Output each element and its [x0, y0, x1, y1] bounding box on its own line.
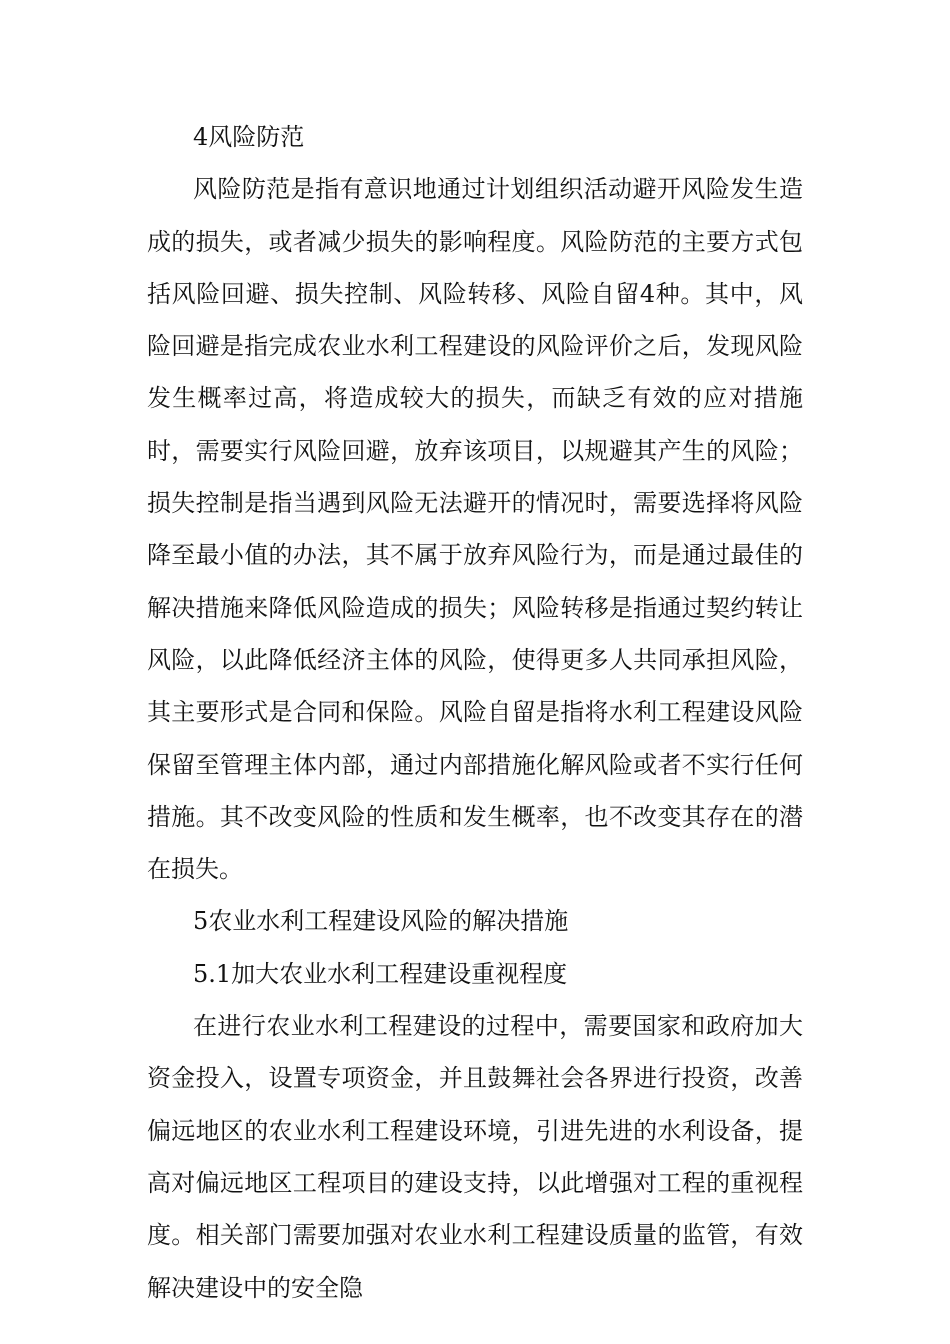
section-4-heading: 4风险防范 [193, 123, 305, 151]
document-body [147, 111, 803, 1314]
section-4-paragraph: 风险防范是指有意识地通过计划组织活动避开风险发生造成的损失，或者减少损失的影响程度。风险防范的主要方式包括风险回避、损失控制、风险转移、风险自留4种。其中，风险回避是指完成农业水利工程建设的风险评价之后，发现风险发生概率过高，将造成较大的损失，而缺乏有效的应对措施时，需要实行风险回避，放弃该项目，以规避其产生的风险；损失控制是指当遇到风险无法避开的情况时，需要选择将风险降至最小值的办法，其不属于放弃风险行为，而是通过最佳的解决措施来降低风险造成的损失；风险转移是指通过契约转让风险，以此降低经济主体的风险，使得更多人共同承担风险，其主要形式是合同和保险。风险自留是指将水利工程建设风险保留至管理主体内部，通过内部措施化解风险或者不实行任何措施。其不改变风险的性质和发生概率，也不改变其存在的潜在损失。 [147, 175, 803, 884]
section-5-1-paragraph: 在进行农业水利工程建设的过程中，需要国家和政府加大资金投入，设置专项资金，并且鼓舞社会各界进行投资，改善偏远地区的农业水利工程建设环境，引进先进的水利设备，提高对偏远地区工程项目的建设支持，以此增强对工程的重视程度。相关部门需要加强对农业水利工程建设质量的监管，有效解决建设中的安全隐 [147, 1012, 803, 1302]
section-5-1-heading: 5.1加大农业水利工程建设重视程度 [193, 959, 568, 988]
section-5-heading: 5农业水利工程建设风险的解决措施 [193, 907, 569, 936]
